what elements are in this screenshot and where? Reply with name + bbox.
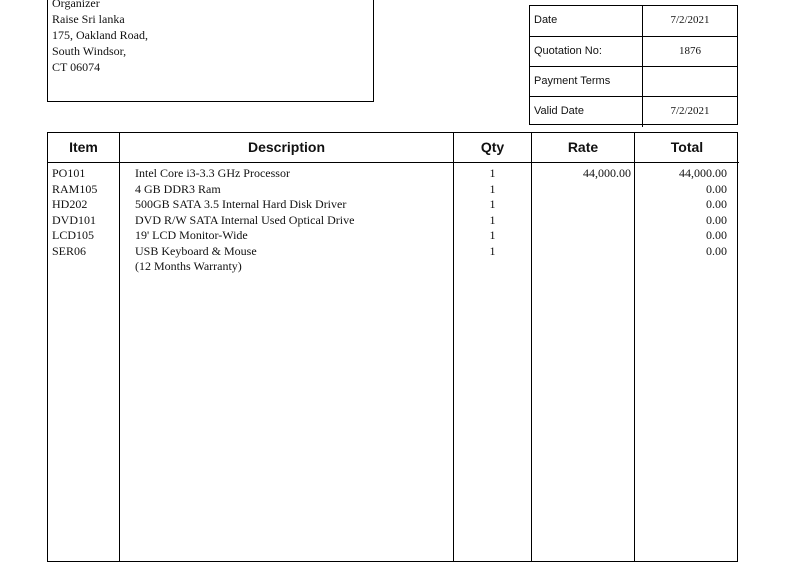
warranty-note: (12 Months Warranty) [135, 259, 242, 273]
info-value: 7/2/2021 [670, 14, 710, 26]
qty-cell: 1 [489, 212, 496, 227]
description-cell: 500GB SATA 3.5 Internal Hard Disk Driver [135, 197, 347, 211]
qty-column-header: Qty [454, 133, 531, 163]
info-label: Quotation No: [534, 45, 602, 57]
qty-column [453, 133, 531, 561]
organizer-address-box [47, 0, 374, 102]
info-label: Payment Terms [534, 75, 611, 87]
total-column [634, 133, 739, 561]
info-value: 7/2/2021 [670, 105, 710, 117]
total-column-header: Total [635, 133, 739, 163]
description-column-header: Description [120, 133, 453, 163]
item-column-body [52, 166, 119, 259]
address-lines [52, 0, 148, 75]
item-column [48, 133, 119, 561]
rate-cell: 44,000.00 [583, 166, 631, 180]
total-cell: 44,000.00 [679, 166, 727, 180]
info-row-valid-date [530, 96, 737, 127]
info-row-quotation-no [530, 36, 737, 67]
description-cell: USB Keyboard & Mouse [135, 243, 257, 258]
description-cell: 19' LCD Monitor-Wide [135, 228, 248, 242]
info-value: 1876 [679, 45, 701, 57]
quotation-info-table [529, 5, 738, 125]
rate-column-header: Rate [532, 133, 634, 163]
address-line: Organizer [52, 0, 100, 10]
description-cell: 4 GB DDR3 Ram [135, 181, 221, 196]
total-cell: 0.00 [706, 212, 727, 227]
info-row-date [530, 6, 737, 36]
info-row-payment-terms [530, 66, 737, 97]
qty-cell: 1 [489, 166, 496, 180]
rate-column [531, 133, 634, 561]
qty-cell: 1 [489, 197, 496, 211]
item-code-cell: RAM105 [52, 181, 98, 196]
info-divider [642, 67, 643, 97]
qty-cell: 1 [489, 181, 496, 196]
total-column-body [635, 166, 727, 259]
description-column [119, 133, 453, 561]
rate-column-body [532, 166, 631, 182]
total-cell: 0.00 [706, 181, 727, 196]
address-line: South Windsor, [52, 44, 127, 58]
item-code-cell: SER06 [52, 243, 87, 258]
total-cell: 0.00 [706, 197, 727, 211]
total-cell: 0.00 [706, 243, 727, 258]
description-cell: DVD R/W SATA Internal Used Optical Drive [135, 212, 355, 227]
qty-column-body [454, 166, 531, 259]
item-code-cell: HD202 [52, 197, 88, 211]
item-column-header: Item [48, 133, 119, 163]
items-table [47, 132, 738, 562]
total-cell: 0.00 [706, 228, 727, 242]
address-line: CT 06074 [52, 60, 101, 74]
item-code-cell: LCD105 [52, 228, 94, 242]
info-label: Date [534, 14, 558, 26]
item-code-cell: DVD101 [52, 212, 96, 227]
info-label: Valid Date [534, 105, 584, 117]
address-line: Raise Sri lanka [52, 12, 125, 26]
item-code-cell: PO101 [52, 166, 86, 180]
qty-cell: 1 [489, 243, 496, 258]
qty-cell: 1 [489, 228, 496, 242]
description-column-body [135, 166, 453, 275]
description-cell: Intel Core i3-3.3 GHz Processor [135, 166, 290, 180]
address-line: 175, Oakland Road, [52, 28, 148, 42]
